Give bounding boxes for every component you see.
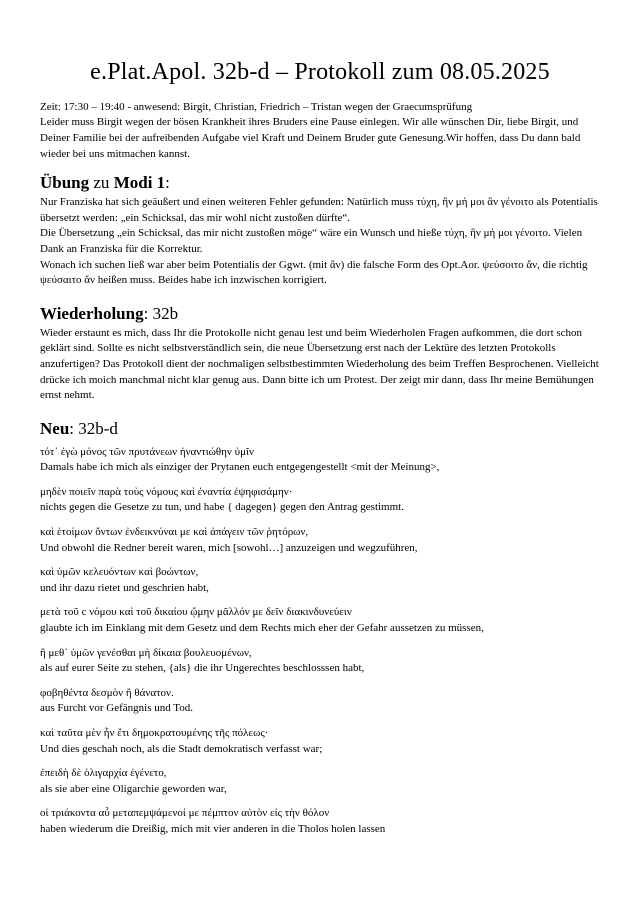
greek-source-line: φοβηθέντα δεσμὸν ἢ θάνατον. (40, 686, 174, 699)
translation-pair (40, 686, 600, 717)
wiederholung-paragraph: Wieder erstaunt es mich, dass Ihr die Protokolle nicht genau lest und beim Wiederholen Fragen aufkommen, die dort schon geklärt sind. Sollte es nicht selbstverständlich sein, die neue Übersetzung erst nach der Lektüre des letzten Protokolls anzufertigen? Das Protokoll dient der nochmaligen selbstbestimmten Wiederholung des beim Treffen Besprochenen. Vielleicht drücke ich moich manchmal nicht klar genug aus. Dann bitte ich um Protest. Der zeigt mir dann, dass Ihr meine Bemühungen ernst nehmt. (40, 326, 599, 402)
heading-part-bold: Neu (40, 418, 70, 438)
heading-part-regular: : 32b (143, 303, 179, 323)
german-translation-line: als sie aber eine Oligarchie geworden war, (40, 782, 227, 795)
intro-paragraph: Leider muss Birgit wegen der bösen Krankheit ihres Bruders eine Pause einlegen. Wir alle wünschen Dir, liebe Birgit, und Deiner Familie bei der aufreibenden Aufgabe viel Kraft und Deinem Bruder gute Genesung.Wir hoffen, dass Du dann bald wieder bei uns mitmachen kannst. (40, 116, 581, 160)
greek-source-line: ἢ μεθ᾽ ὑμῶν γενέσθαι μὴ δίκαια βουλευομένων, (40, 646, 252, 659)
translation-pair (40, 565, 600, 596)
translation-pair (40, 445, 600, 476)
greek-source-line: καὶ ταῦτα μὲν ἦν ἔτι δημοκρατουμένης τῆς πόλεως· (40, 727, 269, 740)
heading-part-bold: Übung (40, 173, 90, 193)
heading-part-bold: Modi 1 (113, 173, 166, 193)
session-info-line: Zeit: 17:30 – 19:40 - anwesend: Birgit, Christian, Friedrich – Tristan wegen der Graecumsprüfung (40, 100, 473, 113)
translation-pair (40, 766, 600, 797)
german-translation-line: aus Furcht vor Gefängnis und Tod. (40, 702, 194, 715)
german-translation-line: Und dies geschah noch, als die Stadt demokratisch verfasst war; (40, 742, 323, 755)
german-translation-line: Damals habe ich mich als einziger der Prytanen euch entgegengestellt <mit der Meinung>, (40, 461, 440, 474)
section-heading-wiederholung (40, 304, 600, 324)
uebung-paragraph: Nur Franziska hat sich geäußert und einen weiteren Fehler gefunden: Natürlich muss τύχη, ἣν μή μοι ἂν γένοιτο als Potentialis übersetzt werden: „ein Schicksal, das mir wohl nicht zustoßen dürfte“. (40, 196, 598, 224)
heading-part-bold: Wiederholung (40, 303, 144, 323)
greek-source-line: καὶ ὑμῶν κελευόντων καὶ βοώντων, (40, 566, 199, 579)
uebung-paragraph: Wonach ich suchen ließ war aber beim Potentialis der Ggwt. (mit ἄν) die falsche Form des Opt.Aor. ψεύσοιτο ἄν, die richtig ψεύσαιτο ἄν heißen muss. Beides habe ich inzwischen korrigiert. (40, 258, 588, 287)
german-translation-line: als auf eurer Seite zu stehen, {als} die ihr Ungerechtes beschlosssen habt, (40, 662, 365, 675)
german-translation-line: haben wiederum die Dreißig, mich mit vier anderen in die Tholos holen lassen (40, 822, 386, 835)
german-translation-line: nichts gegen die Gesetze zu tun, und habe { dagegen} gegen den Antrag gestimmt. (40, 501, 404, 514)
german-translation-line: und ihr dazu rietet und geschrien habt, (40, 581, 209, 594)
greek-source-line: μηδὲν ποιεῖν παρὰ τοὺς νόμους καὶ ἐναντία ἐψηφισάμην· (40, 485, 293, 498)
translation-pair (40, 605, 600, 636)
translation-pair (40, 646, 600, 677)
german-translation-line: Und obwohl die Redner bereit waren, mich [sowohl…] anzuzeigen und wegzuführen, (40, 541, 418, 554)
uebung-paragraph: Die Übersetzung „ein Schicksal, das mir nicht zustoßen möge“ wäre ein Wunsch und hieße τύχη, ἣν μή μοι γένοιτο. Vielen Dank an Franziska für die Korrektur. (40, 227, 583, 255)
german-translation-line: glaubte ich im Einklang mit dem Gesetz und dem Rechts mich eher der Gefahr aussetzen zu müssen, (40, 622, 484, 635)
greek-source-line: μετὰ τοῦ c νόμου καὶ τοῦ δικαίου ᾤμην μᾶλλόν με δεῖν διακινδυνεύειν (40, 606, 352, 619)
greek-source-line: τότ᾽ ἐγὼ μόνος τῶν πρυτάνεων ἠναντιώθην ὑμῖν (40, 445, 254, 458)
section-heading-neu (40, 419, 600, 439)
heading-part-regular: : 32b-d (69, 418, 118, 438)
page-title: e.Plat.Apol. 32b-d – Protokoll zum 08.05.2025 (90, 59, 550, 85)
translation-pair (40, 525, 600, 556)
greek-source-line: ἐπειδὴ δὲ ὀλιγαρχία ἐγένετο, (40, 767, 167, 780)
greek-source-line: καὶ ἑτοίμων ὄντων ἐνδεικνύναι με καὶ ἀπάγειν τῶν ῥητόρων, (40, 526, 309, 539)
heading-part-regular: : (165, 173, 170, 193)
translation-pair (40, 726, 600, 757)
section-heading-uebung (40, 173, 600, 193)
greek-source-line: οἱ τριάκοντα αὖ μεταπεμψάμενοί με πέμπτον αὐτὸν εἰς τὴν θόλον (40, 807, 330, 820)
translation-pair (40, 485, 600, 516)
translation-pair (40, 806, 600, 837)
heading-part-regular: zu (89, 173, 114, 193)
